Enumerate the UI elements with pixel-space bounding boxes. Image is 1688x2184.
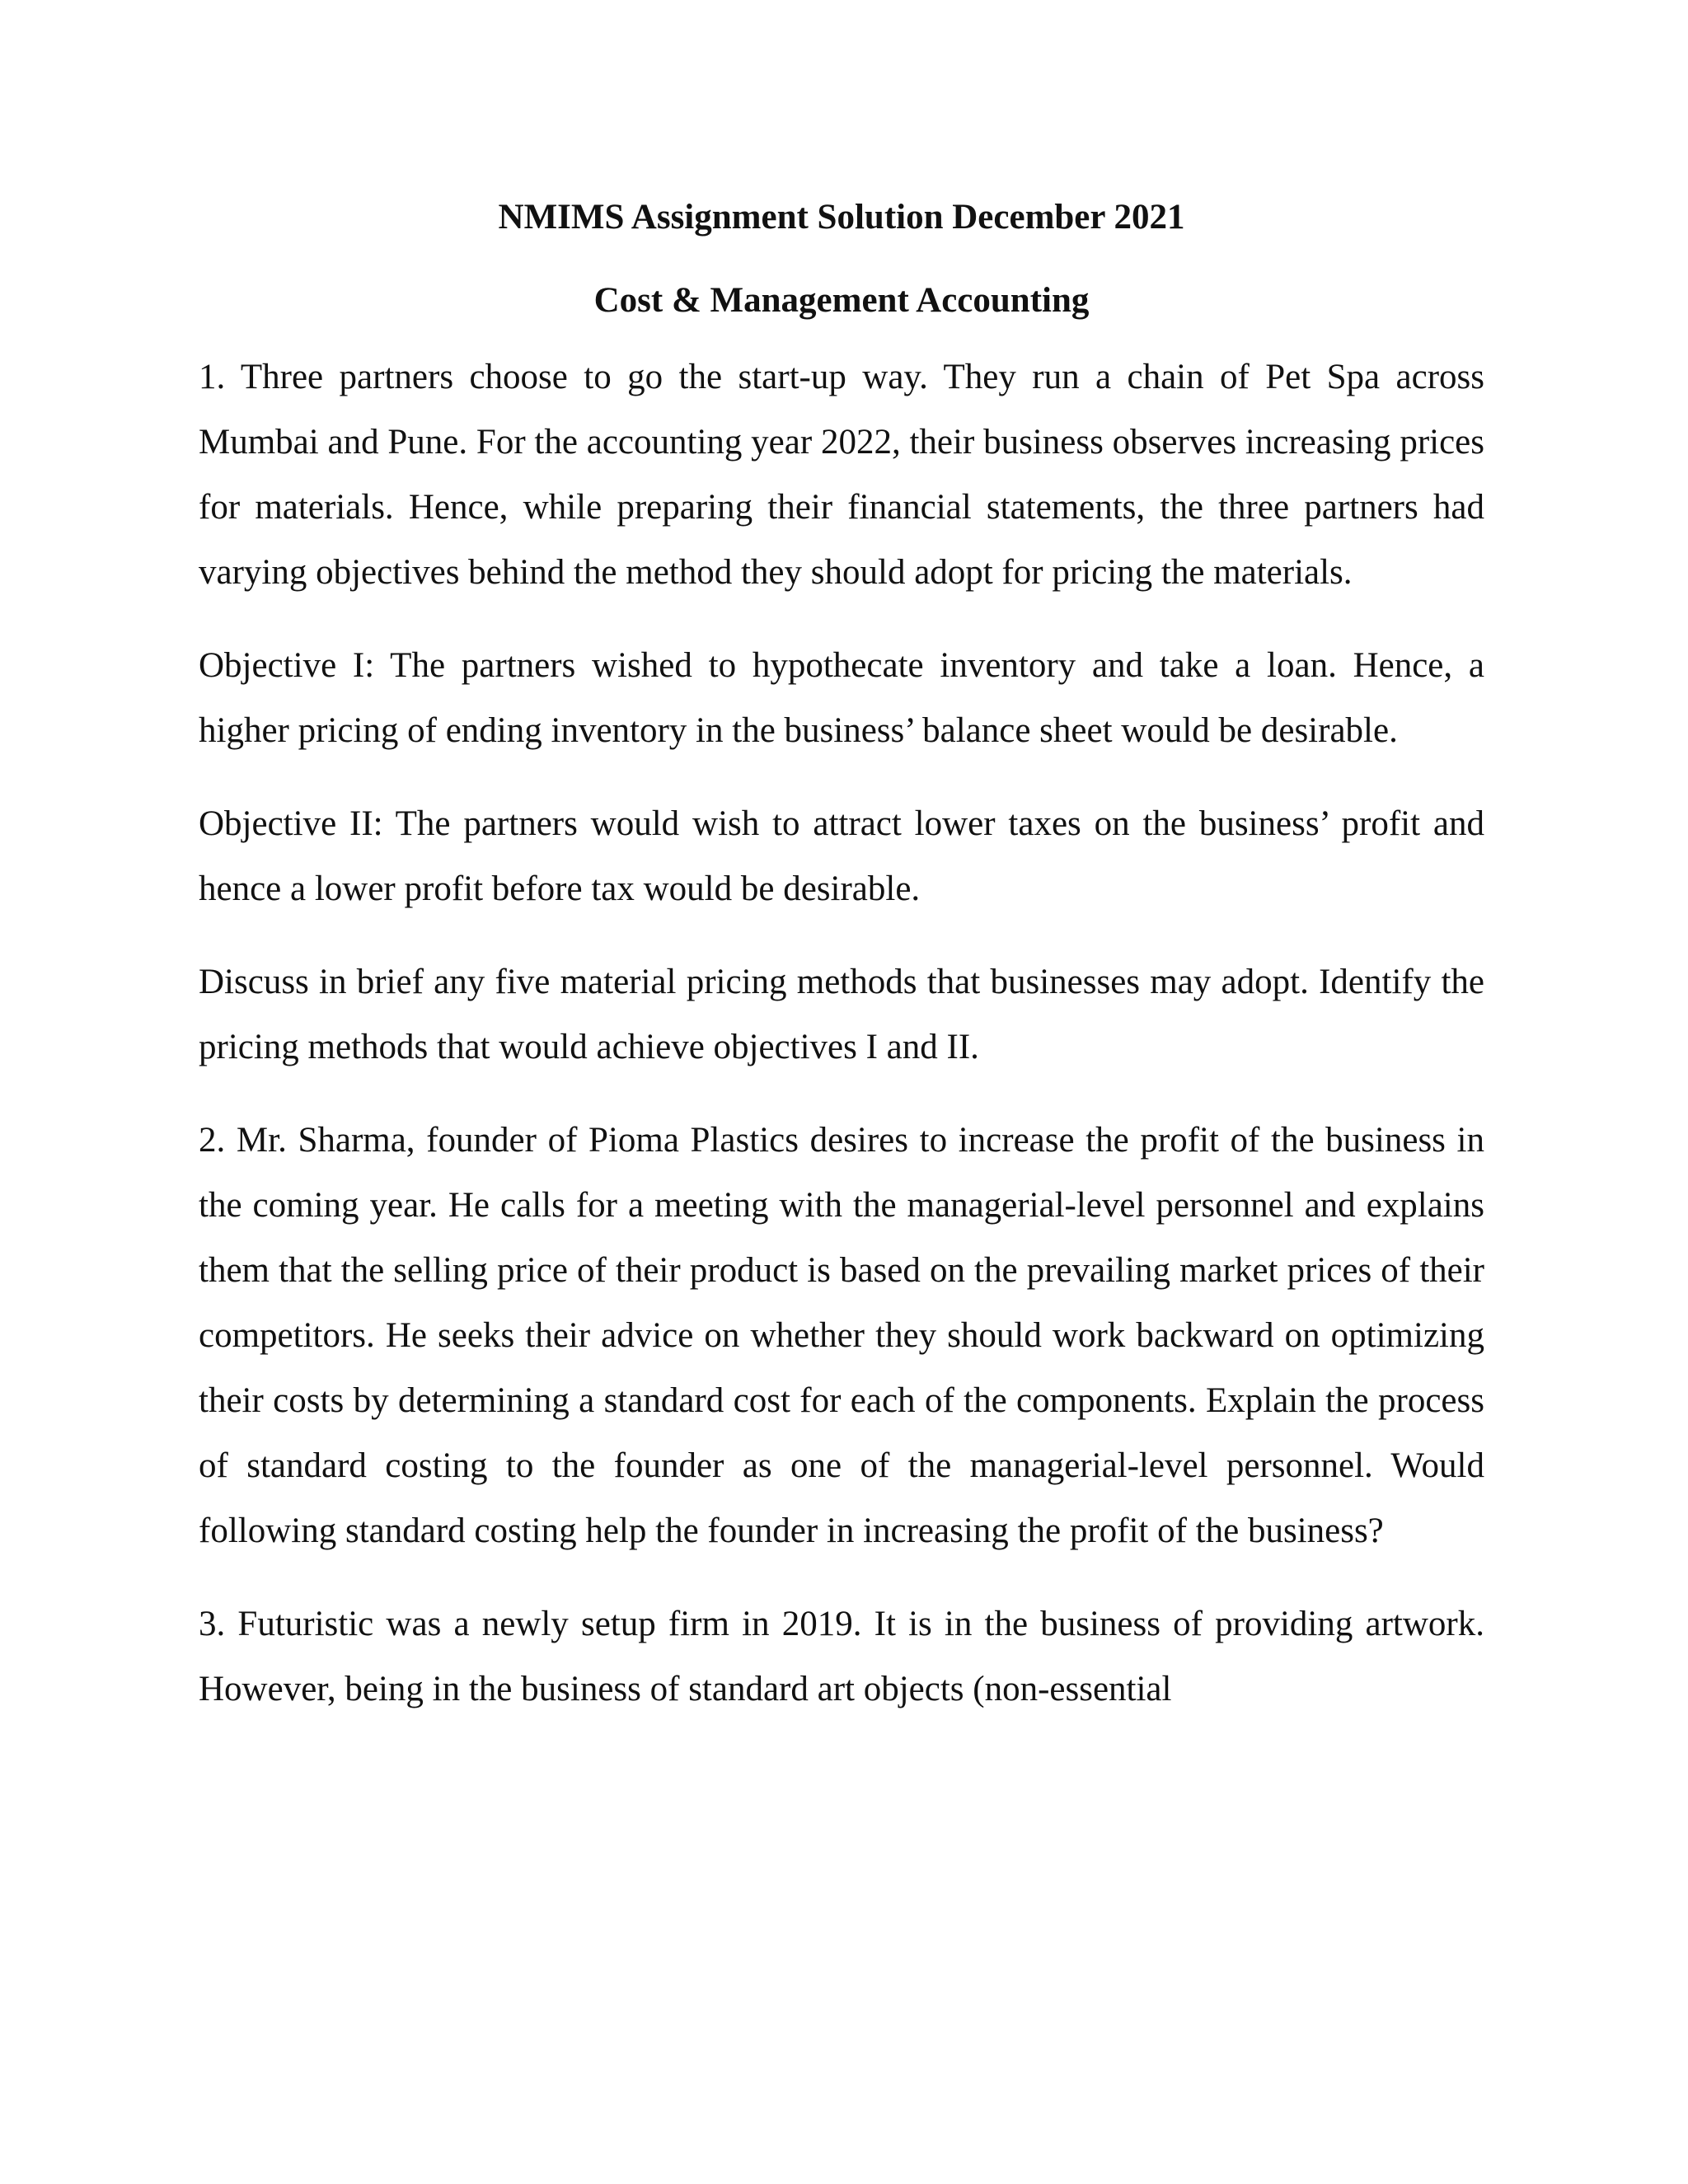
- objective-2-paragraph: Objective II: The partners would wish to attract lower taxes on the business’ profit and hence a lower profit before tax would be desirable.: [199, 804, 1484, 908]
- objective-1-paragraph: Objective I: The partners wished to hypothecate inventory and take a loan. Hence, a higher pricing of ending inventory in the business’ balance sheet would be desirable.: [199, 646, 1484, 750]
- question-1-paragraph: 1. Three partners choose to go the start-up way. They run a chain of Pet Spa across Mumbai and Pune. For the accounting year 2022, their business observes increasing prices for materials. Hence, while preparing their financial statements, the three partners had varying objectives behind the method they should adopt for pricing the materials.: [199, 358, 1484, 592]
- document-page: [199, 190, 1484, 1722]
- document-subtitle: Cost & Management Accounting: [593, 281, 1090, 320]
- document-title: NMIMS Assignment Solution December 2021: [498, 198, 1185, 237]
- question-1-task-paragraph: Discuss in brief any five material pricing methods that businesses may adopt. Identify the pricing methods that would achieve objectives I and II.: [199, 963, 1484, 1066]
- question-2-paragraph: 2. Mr. Sharma, founder of Pioma Plastics desires to increase the profit of the business in the coming year. He calls for a meeting with the managerial-level personnel and explains them that the selling price of their product is based on the prevailing market prices of their competitors. He seeks their advice on whether they should work backward on optimizing their costs by determining a standard cost for each of the components. Explain the process of standard costing to the founder as one of the managerial-level personnel. Would following standard costing help the founder in increasing the profit of the business?: [199, 1121, 1484, 1550]
- question-3-paragraph: 3. Futuristic was a newly setup firm in 2019. It is in the business of providing artwork. However, being in the business of standard art objects (non-essential: [199, 1605, 1484, 1708]
